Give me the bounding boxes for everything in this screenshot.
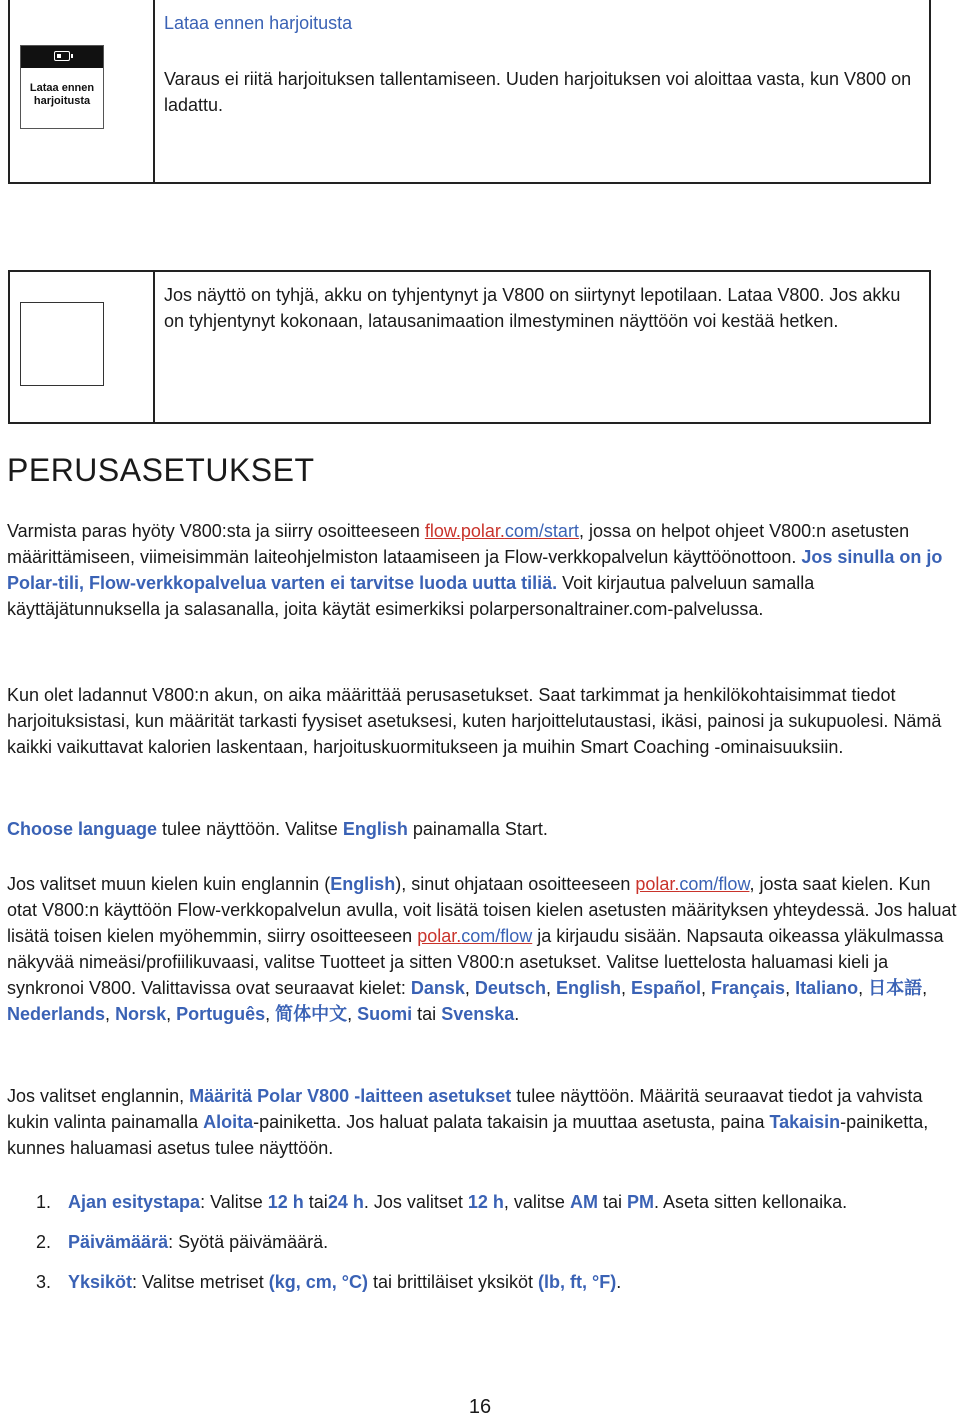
language-item: Deutsch [474,978,546,998]
paragraph-languages: Jos valitset muun kielen kuin englannin (English), sinut ohjataan osoitteeseen polar.com/flow, josta saat kielen. Kun otat V800:n käyttöön Flow-verkkopalvelun avulla, voit lisätä toisen kielen asetusten määrityksen yhteydessä. Jos haluat lisätä toisen kielen myöhemmin, siirry osoitteeseen polar.com/flow ja kirjaudu sisään. Napsauta oikeassa yläkulmassa näkyvää nimeäsi/profiilikuvaasi, valitse Tuotteet ja sitten V800:n asetukset. Valitse luettelosta haluamasi kieli ja synkronoi V800. Valittavissa ovat seuraavat kielet: Dansk, Deutsch, English, Español, Français, Italiano, 日本語, Nederlands, Norsk, Português, 简体中文, Suomi tai Svenska. [7,874,957,1024]
section-heading: PERUSASETUKSET [7,452,315,488]
battery-icon [54,51,70,61]
paragraph-intro: Varmista paras hyöty V800:sta ja siirry osoitteeseen flow.polar.com/start, jossa on helpot ohjeet V800:n asetusten määrittämiseen, viimeisimmän laiteohjelmiston lataamiseen ja Flow-verkkopalvelun käyttöönottoon. Jos sinulla on jo Polar-tili, Flow-verkkopalvelua varten ei tarvitse luoda uutta tiliä. Voit kirjautua palveluun samalla käyttäjätunnuksella ja salasanalla, joita käytät esimerkiksi polarpersonaltrainer.com-palvelussa. [7,521,943,619]
language-item: Português [176,1004,266,1024]
table2-body: Jos näyttö on tyhjä, akku on tyhjentynyt ja V800 on siirtynyt lepotilaan. Lataa V800. Jos akku on tyhjentynyt kokonaan, latausanimaation ilmestyminen näyttöön voi kestää hetken. [164,285,901,331]
paragraph-choose-language: Choose language tulee näyttöön. Valitse English painamalla Start. [7,819,548,839]
language-item: Svenska [441,1004,515,1024]
table-divider [153,272,155,422]
language-item: 日本語 [868,978,923,998]
paragraph-settings: Kun olet ladannut V800:n akun, on aika määrittää perusasetukset. Saat tarkimmat ja henkilökohtaisimmat tiedot harjoituksistasi, kun määrität tarkasti fyysiset asetuksesi, kuten harjoittelutaustasi, ikäsi, painosi ja sukupuolesi. Nämä kaikki vaikuttavat kalorien laskentaan, harjoituskuormitukseen ja muihin Smart Coaching -ominaisuuksiin. [7,685,942,757]
language-item: Italiano [795,978,859,998]
language-item: Nederlands [7,1004,106,1024]
screen-label: Lataa ennen harjoitusta [29,82,95,107]
info-table-empty-screen [8,270,931,424]
flow-start-link[interactable]: flow.polar.com/start [424,521,579,541]
polar-flow-link[interactable]: polar.com/flow [635,874,750,894]
polar-flow-link-2[interactable]: polar.com/flow [417,926,533,946]
table1-title: Lataa ennen harjoitusta [164,13,353,33]
language-item: Français [711,978,786,998]
language-item: Suomi [357,1004,413,1024]
page-number: 16 [468,1396,492,1418]
info-table-charge [8,0,931,184]
blank-screen-icon [20,302,104,386]
paragraph-english-setup: Jos valitset englannin, Määritä Polar V800 -laitteen asetukset tulee näyttöön. Määritä seuraavat tiedot ja vahvista kukin valinta painamalla Aloita-painiketta. Jos haluat palata takaisin ja muuttaa asetusta, paina Takaisin-painiketta, kunnes haluamasi asetus tulee näyttöön. [7,1086,929,1158]
language-item: Norsk [115,1004,167,1024]
language-item: 简体中文 [275,1004,348,1024]
language-item: Español [630,978,701,998]
screen-topbar [21,46,103,68]
language-item: English [555,978,621,998]
language-item: Dansk [410,978,465,998]
table1-body: Varaus ei riitä harjoituksen tallentamiseen. Uuden harjoituksen voi aloittaa vasta, kun V800 on ladattu. [164,69,912,115]
charge-screen-icon [20,45,104,129]
table-divider [153,0,155,182]
